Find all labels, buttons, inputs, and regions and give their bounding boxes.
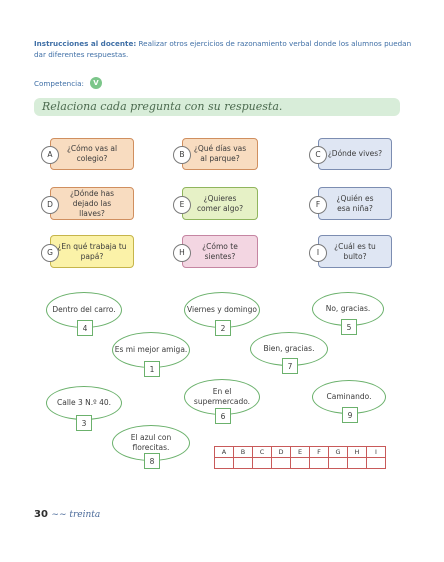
answer-number: 3	[76, 415, 92, 431]
grid-answer-cell[interactable]	[310, 458, 329, 469]
question-letter: B	[173, 146, 191, 164]
answer-text: El azul con florecitas.	[112, 425, 190, 461]
answer-text: No, gracias.	[312, 292, 384, 326]
question-g	[47, 235, 134, 268]
question-letter: I	[309, 244, 327, 262]
grid-answer-row	[215, 458, 386, 469]
question-text: ¿En qué trabaja tu papá?	[57, 241, 127, 261]
grid-letter: E	[291, 447, 310, 458]
grid-letter: C	[253, 447, 272, 458]
exercise-title: Relaciona cada pregunta con su respuesta.	[42, 100, 283, 113]
question-text: ¿Cómo vas al colegio?	[66, 144, 118, 163]
answer-number: 6	[215, 408, 231, 424]
question-a	[47, 138, 134, 170]
grid-answer-cell[interactable]	[272, 458, 291, 469]
question-text: ¿Dónde vives?	[327, 149, 383, 158]
grid-letter: B	[234, 447, 253, 458]
question-letter: C	[309, 146, 327, 164]
question-f	[315, 187, 392, 220]
question-i	[318, 235, 392, 268]
question-letter: F	[309, 196, 327, 214]
instructions-label: Instrucciones al docente:	[34, 39, 137, 48]
teacher-instructions	[34, 38, 414, 60]
answer-grid	[214, 446, 386, 469]
answer-number: 1	[144, 361, 160, 377]
answer-text: Viernes y domingo	[184, 292, 260, 328]
grid-letter: H	[348, 447, 367, 458]
grid-answer-cell[interactable]	[215, 458, 234, 469]
answer-text: Bien, gracias.	[250, 332, 328, 366]
grid-header-row	[215, 447, 386, 458]
question-letter: G	[41, 244, 59, 262]
page-word-text: treinta	[69, 510, 101, 520]
page-footer	[34, 509, 100, 520]
answer-text: Calle 3 N.º 40.	[46, 386, 122, 420]
question-c	[315, 138, 392, 170]
question-b	[179, 138, 258, 170]
grid-answer-cell[interactable]	[367, 458, 386, 469]
question-text: ¿Qué días vas al parque?	[193, 144, 247, 163]
page-number: 30	[34, 509, 48, 520]
grid-letter: D	[272, 447, 291, 458]
grid-letter: F	[310, 447, 329, 458]
question-text: ¿Cómo te sientes?	[202, 241, 238, 261]
instructions-text: Realizar otros ejercicios de razonamiento verbal donde los alumnos puedan dar diferentes respuestas.	[34, 39, 412, 59]
competencia-badge: V	[90, 77, 102, 89]
question-letter: D	[41, 196, 59, 214]
grid-answer-cell[interactable]	[348, 458, 367, 469]
question-text: ¿Quieres comer algo?	[196, 193, 244, 213]
grid-letter: A	[215, 447, 234, 458]
question-letter: E	[173, 196, 191, 214]
competencia-row	[34, 77, 102, 89]
question-text: ¿Quién es esa niña?	[336, 193, 374, 213]
answer-text: Es mi mejor amiga.	[112, 332, 190, 368]
grid-answer-cell[interactable]	[234, 458, 253, 469]
answer-text: En el supermercado.	[184, 379, 260, 415]
answer-number: 5	[341, 319, 357, 335]
grid-letter: G	[329, 447, 348, 458]
grid-answer-cell[interactable]	[253, 458, 272, 469]
grid-letter: I	[367, 447, 386, 458]
question-text: ¿Cuál es tu bulto?	[334, 241, 376, 261]
grid-answer-cell[interactable]	[329, 458, 348, 469]
answer-number: 2	[215, 320, 231, 336]
question-d	[47, 187, 134, 220]
exercise-title-bar	[34, 98, 400, 116]
question-text: ¿Dónde has dejado las llaves?	[69, 188, 115, 218]
answer-number: 9	[342, 407, 358, 423]
answer-text: Caminando.	[312, 380, 386, 414]
answer-text: Dentro del carro.	[46, 292, 122, 328]
answer-number: 7	[282, 358, 298, 374]
page-word: ∼∼ treinta	[51, 510, 101, 520]
question-letter: H	[173, 244, 191, 262]
answer-number: 8	[144, 453, 160, 469]
answer-number: 4	[77, 320, 93, 336]
grid-answer-cell[interactable]	[291, 458, 310, 469]
question-letter: A	[41, 146, 59, 164]
competencia-label: Competencia:	[34, 78, 84, 88]
question-h	[179, 235, 258, 268]
question-e	[179, 187, 258, 220]
